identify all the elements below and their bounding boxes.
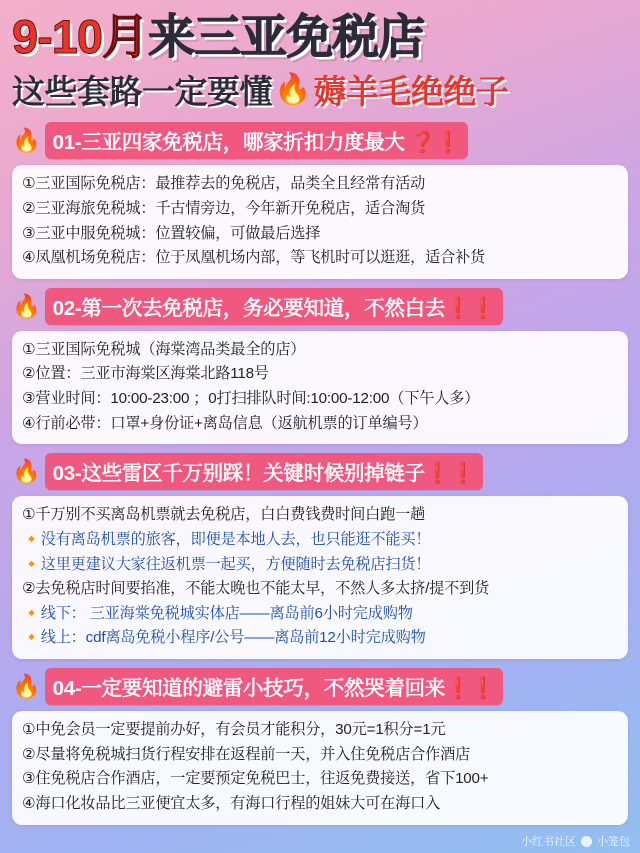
- list-item: ②三亚海旅免税城：千古情旁边，今年新开免税店，适合淘货: [22, 199, 426, 217]
- list-item: ③营业时间：10:00-23:00 ；0打扫排队时间:10:00-12:00（下午人多）: [22, 390, 480, 408]
- section-03-title: 03-这些雷区千万别踩！关键时候别掉链子❗❗: [45, 453, 484, 490]
- section-03-head: [12, 453, 628, 490]
- avatar: [581, 836, 592, 847]
- list-item: 🔸这里更建议大家往返机票一起买，方便随时去免税店扫货！: [22, 555, 431, 573]
- section-02-card: [12, 331, 628, 445]
- section-04-title: 04-一定要知道的避雷小技巧，不然哭着回来❗❗: [45, 668, 504, 705]
- list-item: 🔸线上：cdf离岛免税小程序/公号——离岛前12小时完成购物: [22, 629, 426, 647]
- list-item: ①三亚国际免税店：最推荐去的免税店，品类全且经常有活动: [22, 175, 426, 193]
- title-line-1-red: 9-10月: [12, 10, 149, 63]
- fire-icon: 🔥: [274, 73, 312, 107]
- list-item: ④凤凰机场免税店：位于凤凰机场内部，等飞机时可以逛逛，适合补货: [22, 249, 486, 267]
- poster-title: [12, 12, 628, 113]
- section-04-head: [12, 668, 628, 705]
- section-01-card: [12, 165, 628, 279]
- list-item: 🔸线下： 三亚海棠免税城实体店——离岛前6小时完成购物: [22, 604, 413, 622]
- title-line-1-dark: 来三亚免税店: [148, 10, 425, 63]
- section-01-head: [12, 122, 628, 159]
- list-item: ②位置：三亚市海棠区海棠北路118号: [22, 365, 269, 383]
- title-line-1: [12, 12, 628, 61]
- section-04: [12, 668, 628, 825]
- title-line-2: [12, 66, 628, 113]
- fire-icon: 🔥: [12, 458, 41, 485]
- fire-icon: 🔥: [12, 292, 41, 319]
- list-item: ④海口化妆品比三亚便宜太多，有海口行程的姐妹大可在海口入: [22, 794, 441, 812]
- list-item: ④行前必带：口罩+身份证+离岛信息（返航机票的订单编号）: [22, 414, 428, 432]
- list-item: ①千万别不买离岛机票就去免税店，白白费钱费时间白跑一趟: [22, 506, 426, 524]
- section-02-title: 02-第一次去免税店，务必要知道，不然白去❗❗: [45, 288, 504, 325]
- list-item: 🔸没有离岛机票的旅客，即便是本地人去，也只能逛不能买！: [22, 530, 431, 548]
- section-03: [12, 453, 628, 659]
- title-line-2-dark: 这些套路一定要懂: [12, 73, 272, 111]
- list-item: ①中免会员一定要提前办好，有会员才能积分，30元=1积分=1元: [22, 721, 446, 739]
- list-item: ②尽量将免税城扫货行程安排在返程前一天，并入住免税店合作酒店: [22, 745, 471, 763]
- watermark: [521, 833, 630, 849]
- fire-icon: 🔥: [12, 673, 41, 700]
- list-item: ③三亚中服免税城：位置较偏，可做最后选择: [22, 224, 321, 242]
- list-item: ③住免税店合作酒店，一定要预定免税巴士，往返免费接送，省下100+: [22, 770, 489, 788]
- watermark-left: 小红书社区: [521, 836, 576, 848]
- section-01-title: 01-三亚四家免税店，哪家折扣力度最大 ❓❗: [45, 122, 469, 159]
- fire-icon: 🔥: [12, 127, 41, 154]
- title-line-2-red: 薅羊毛绝绝子: [313, 73, 509, 111]
- section-04-card: [12, 711, 628, 825]
- section-02: [12, 288, 628, 445]
- list-item: ②去免税店时间要掐准，不能太晚也不能太早，不然人多太挤/提不到货: [22, 580, 490, 598]
- section-01: [12, 122, 628, 279]
- watermark-right: 小笼包: [597, 836, 630, 848]
- section-02-head: [12, 288, 628, 325]
- list-item: ①三亚国际免税城（海棠湾品类最全的店）: [22, 340, 306, 358]
- section-03-card: [12, 496, 628, 659]
